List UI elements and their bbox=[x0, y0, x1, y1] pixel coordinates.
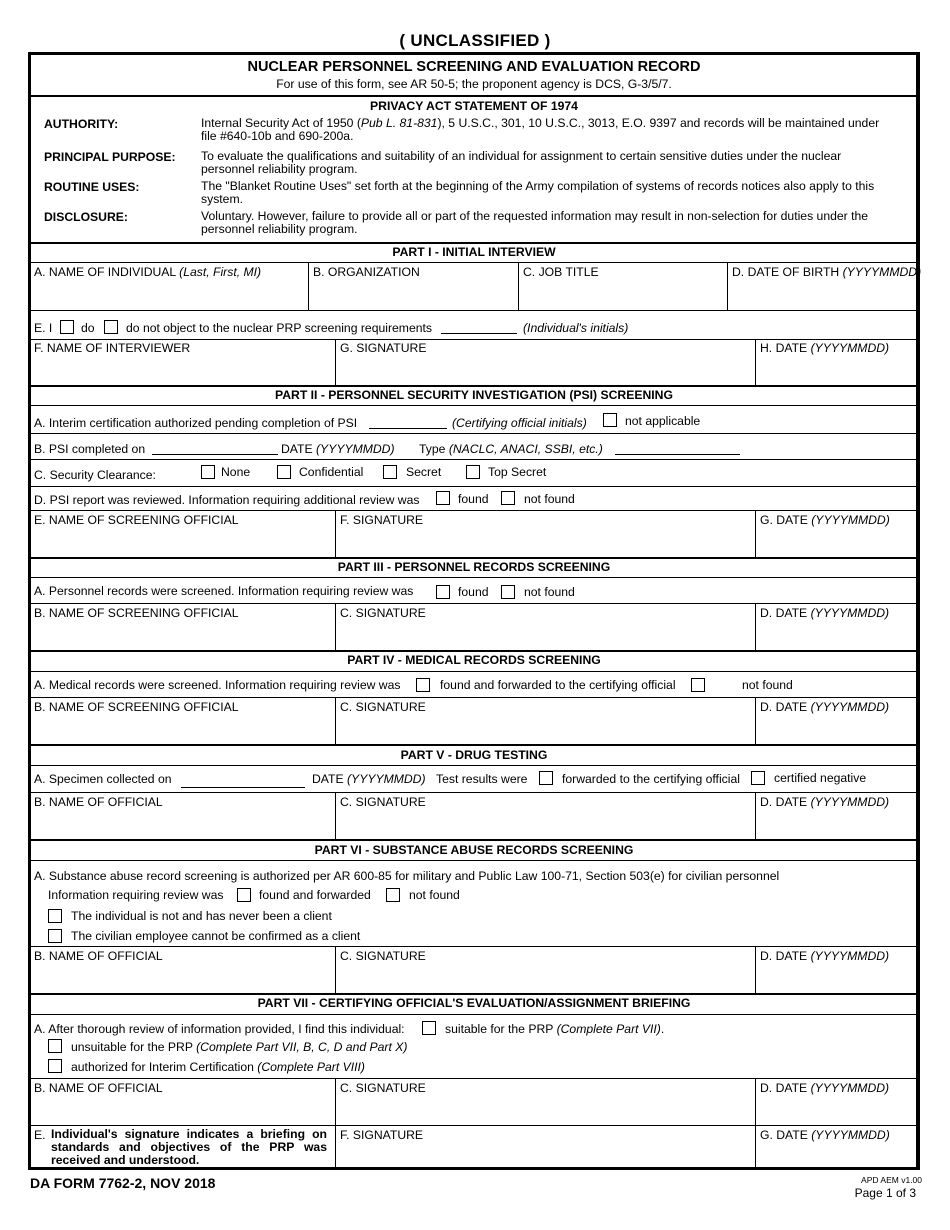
part7-signature-label: C. SIGNATURE bbox=[340, 1081, 426, 1095]
part3-signature-label: C. SIGNATURE bbox=[340, 606, 426, 620]
part3-official-label: B. NAME OF SCREENING OFFICIAL bbox=[34, 606, 239, 620]
part4-found-checkbox[interactable] bbox=[416, 678, 430, 692]
part3-notfound-label: not found bbox=[524, 585, 575, 599]
part6-heading: PART VI - SUBSTANCE ABUSE RECORDS SCREENING bbox=[314, 843, 634, 857]
part7-date-label: D. DATE (YYYYMMDD) bbox=[760, 1081, 890, 1095]
form-number: DA FORM 7762-2, NOV 2018 bbox=[30, 1175, 216, 1191]
part6-notfound-label: not found bbox=[409, 888, 460, 902]
purpose-label: PRINCIPAL PURPOSE: bbox=[44, 150, 176, 164]
part5-forwarded-checkbox[interactable] bbox=[539, 771, 553, 785]
part1-heading: PART I - INITIAL INTERVIEW bbox=[392, 245, 556, 259]
part6-client2-checkbox[interactable] bbox=[48, 929, 62, 943]
part1-dob-label: D. DATE OF BIRTH (YYYYMMDD) bbox=[732, 265, 922, 279]
part7-unsuitable-label: unsuitable for the PRP (Complete Part VII, B, C, D and Part X) bbox=[71, 1040, 408, 1054]
part7-briefing-text: Individual's signature indicates a briefing on standards and objectives of the PRP was received and understood. bbox=[51, 1127, 327, 1167]
part1-initials-line[interactable] bbox=[441, 333, 517, 334]
part2-na-checkbox[interactable] bbox=[603, 413, 617, 427]
part7-official-label: B. NAME OF OFFICIAL bbox=[34, 1081, 163, 1095]
part5-negative-checkbox[interactable] bbox=[751, 771, 765, 785]
routine-text: The "Blanket Routine Uses" set forth at the beginning of the Army compilation of systems of records notices also apply to this system. bbox=[201, 179, 875, 206]
part7-individual-date-label: G. DATE (YYYYMMDD) bbox=[760, 1128, 890, 1142]
part2-d-text: D. PSI report was reviewed. Information requiring additional review was bbox=[34, 493, 420, 507]
part1-signature-label: G. SIGNATURE bbox=[340, 341, 427, 355]
part3-notfound-checkbox[interactable] bbox=[501, 585, 515, 599]
part5-a-text: A. Specimen collected on bbox=[34, 772, 172, 786]
part5-forwarded-label: forwarded to the certifying official bbox=[562, 772, 740, 786]
part7-suitable-label: suitable for the PRP (Complete Part VII). bbox=[445, 1022, 665, 1036]
part7-interim-checkbox[interactable] bbox=[48, 1059, 62, 1073]
part5-results-label: Test results were bbox=[436, 772, 528, 786]
part4-official-label: B. NAME OF SCREENING OFFICIAL bbox=[34, 700, 239, 714]
part2-notfound-label: not found bbox=[524, 492, 575, 506]
part2-c-text: C. Security Clearance: bbox=[34, 468, 156, 482]
part6-a-text: A. Substance abuse record screening is authorized per AR 600-85 for military and Public Law 100-71, Section 503(e) for civilian personnel bbox=[34, 869, 780, 883]
part5-negative-label: certified negative bbox=[774, 771, 867, 785]
part7-unsuitable-checkbox[interactable] bbox=[48, 1039, 62, 1053]
part6-signature-label: C. SIGNATURE bbox=[340, 949, 426, 963]
clearance-top-secret-checkbox[interactable] bbox=[466, 465, 480, 479]
part3-heading: PART III - PERSONNEL RECORDS SCREENING bbox=[337, 560, 611, 574]
part6-date-label: D. DATE (YYYYMMDD) bbox=[760, 949, 890, 963]
part4-notfound-checkbox[interactable] bbox=[691, 678, 705, 692]
part3-date-label: D. DATE (YYYYMMDD) bbox=[760, 606, 890, 620]
part4-date-label: D. DATE (YYYYMMDD) bbox=[760, 700, 890, 714]
part2-date-label: DATE (YYYYMMDD) bbox=[281, 442, 395, 456]
clearance-top-secret-label: Top Secret bbox=[488, 465, 547, 479]
part2-found-label: found bbox=[458, 492, 489, 506]
clearance-none-checkbox[interactable] bbox=[201, 465, 215, 479]
part2-initials-label: (Certifying official initials) bbox=[452, 416, 587, 430]
purpose-text: To evaluate the qualifications and suitability of an individual for assignment to certain sensitive duties under the nuclear personnel reliability program. bbox=[201, 149, 842, 176]
part1-interviewer-label: F. NAME OF INTERVIEWER bbox=[34, 341, 191, 355]
part1-initials-label: (Individual's initials) bbox=[523, 321, 629, 335]
part5-specimen-date-line[interactable] bbox=[181, 787, 305, 788]
part1-org-label: B. ORGANIZATION bbox=[313, 265, 420, 279]
part1-e-prefix: E. I bbox=[34, 321, 53, 335]
part2-type-label: Type (NACLC, ANACI, SSBI, etc.) bbox=[419, 442, 603, 456]
form-title: NUCLEAR PERSONNEL SCREENING AND EVALUATION RECORD bbox=[247, 59, 701, 75]
part4-notfound-label: not found bbox=[742, 678, 793, 692]
divider bbox=[31, 242, 917, 244]
part7-heading: PART VII - CERTIFYING OFFICIAL'S EVALUATION/ASSIGNMENT BRIEFING bbox=[257, 996, 691, 1010]
part2-notfound-checkbox[interactable] bbox=[501, 491, 515, 505]
clearance-confidential-label: Confidential bbox=[299, 465, 364, 479]
authority-label: AUTHORITY: bbox=[44, 117, 119, 131]
divider bbox=[31, 95, 917, 97]
part2-initials-line[interactable] bbox=[369, 428, 447, 429]
part5-official-label: B. NAME OF OFFICIAL bbox=[34, 795, 163, 809]
part2-signature-label: F. SIGNATURE bbox=[340, 513, 424, 527]
part7-individual-signature-label: F. SIGNATURE bbox=[340, 1128, 424, 1142]
part2-type-line[interactable] bbox=[615, 454, 740, 455]
part1-e-text: do not object to the nuclear PRP screening requirements bbox=[126, 321, 432, 335]
disclosure-text: Voluntary. However, failure to provide all or part of the requested information may result in non-selection for duties under the personnel reliability program. bbox=[201, 209, 869, 236]
part7-e-prefix: E. bbox=[34, 1128, 46, 1142]
clearance-secret-checkbox[interactable] bbox=[383, 465, 397, 479]
part1-do-label: do bbox=[81, 321, 95, 335]
part5-date-label: DATE (YYYYMMDD) bbox=[312, 772, 426, 786]
clearance-confidential-checkbox[interactable] bbox=[277, 465, 291, 479]
part2-found-checkbox[interactable] bbox=[436, 491, 450, 505]
part6-client1-label: The individual is not and has never been a client bbox=[71, 909, 332, 923]
part1-do-not-checkbox[interactable] bbox=[104, 320, 118, 334]
part4-heading: PART IV - MEDICAL RECORDS SCREENING bbox=[347, 653, 601, 667]
part6-notfound-checkbox[interactable] bbox=[386, 888, 400, 902]
privacy-heading: PRIVACY ACT STATEMENT OF 1974 bbox=[370, 99, 578, 113]
part1-date-label: H. DATE (YYYYMMDD) bbox=[760, 341, 890, 355]
part2-b-text: B. PSI completed on bbox=[34, 442, 146, 456]
part2-psi-date-line[interactable] bbox=[152, 454, 278, 455]
part2-heading: PART II - PERSONNEL SECURITY INVESTIGATION (PSI) SCREENING bbox=[275, 388, 673, 402]
authority-text: Internal Security Act of 1950 (Pub L. 81-831), 5 U.S.C., 301, 10 U.S.C., 3013, E.O. 9397 and records will be maintained under file #640-10b and 690-200a. bbox=[201, 116, 880, 143]
routine-label: ROUTINE USES: bbox=[44, 180, 140, 194]
part4-found-label: found and forwarded to the certifying official bbox=[440, 678, 676, 692]
page-number: Page 1 of 3 bbox=[854, 1186, 916, 1200]
clearance-secret-label: Secret bbox=[406, 465, 442, 479]
part7-interim-label: authorized for Interim Certification (Complete Part VIII) bbox=[71, 1060, 365, 1074]
part1-do-checkbox[interactable] bbox=[60, 320, 74, 334]
disclosure-label: DISCLOSURE: bbox=[44, 210, 128, 224]
part3-a-text: A. Personnel records were screened. Information requiring review was bbox=[34, 584, 414, 598]
clearance-none-label: None bbox=[221, 465, 251, 479]
part7-suitable-checkbox[interactable] bbox=[422, 1021, 436, 1035]
part5-heading: PART V - DRUG TESTING bbox=[400, 748, 548, 762]
part6-info-label: Information requiring review was bbox=[48, 888, 224, 902]
part2-na-label: not applicable bbox=[625, 414, 701, 428]
part2-date-field-label: G. DATE (YYYYMMDD) bbox=[760, 513, 890, 527]
form-version: APD AEM v1.00 bbox=[861, 1175, 922, 1185]
classification-marking: ( UNCLASSIFIED ) bbox=[399, 31, 551, 50]
part5-signature-label: C. SIGNATURE bbox=[340, 795, 426, 809]
part7-a-text: A. After thorough review of information provided, I find this individual: bbox=[34, 1022, 405, 1036]
part5-date-field-label: D. DATE (YYYYMMDD) bbox=[760, 795, 890, 809]
part6-client1-checkbox[interactable] bbox=[48, 909, 62, 923]
part1-job-label: C. JOB TITLE bbox=[523, 265, 599, 279]
part6-found-label: found and forwarded bbox=[259, 888, 371, 902]
part2-a-text: A. Interim certification authorized pending completion of PSI bbox=[34, 416, 358, 430]
part3-found-checkbox[interactable] bbox=[436, 585, 450, 599]
part4-a-text: A. Medical records were screened. Information requiring review was bbox=[34, 678, 401, 692]
part4-signature-label: C. SIGNATURE bbox=[340, 700, 426, 714]
part3-found-label: found bbox=[458, 585, 489, 599]
part6-official-label: B. NAME OF OFFICIAL bbox=[34, 949, 163, 963]
part6-found-checkbox[interactable] bbox=[237, 888, 251, 902]
part2-official-label: E. NAME OF SCREENING OFFICIAL bbox=[34, 513, 239, 527]
part1-name-label: A. NAME OF INDIVIDUAL (Last, First, MI) bbox=[34, 265, 262, 279]
part6-client2-label: The civilian employee cannot be confirmed as a client bbox=[71, 929, 361, 943]
form-subtitle: For use of this form, see AR 50-5; the proponent agency is DCS, G-3/5/7. bbox=[276, 77, 672, 91]
